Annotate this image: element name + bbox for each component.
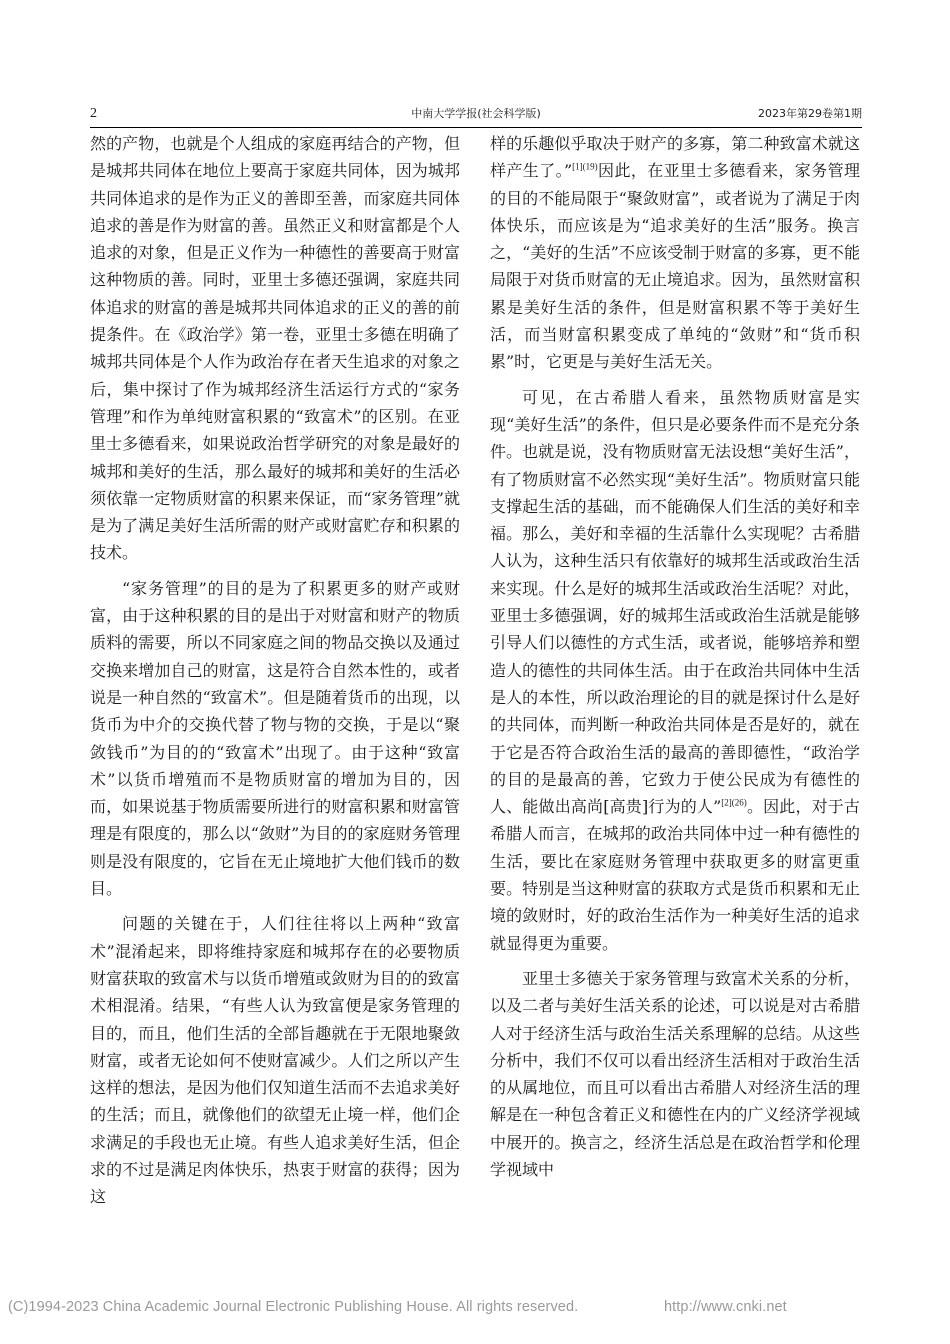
- page-header: [90, 104, 862, 124]
- right-paragraph-1: [490, 130, 860, 376]
- cnki-link[interactable]: http://www.cnki.net: [664, 1299, 787, 1315]
- right-p2-text-a: 可见，在古希腊人看来，虽然物质财富是实现“美好生活”的条件，但只是必要条件而不是充分条件。也就是说，没有物质财富无法设想“美好生活”，有了物质财富不必然实现“美好生活”。物质财富只能支撑起生活的基础，而不能确保人们生活的美好和幸福。那么，美好和幸福的生活靠什么实现呢？古希腊人认为，这种生活只有依靠好的城邦生活或政治生活来实现。什么是好的城邦生活或政治生活呢？对此，亚里士多德强调，好的城邦生活或政治生活就是能够引导人们以德性的方式生活，或者说，能够培养和塑造人的德性的共同体生活。由于在政治共同体中生活是人的本性，所以政治理论的目的就是探讨什么是好的共同体，而判断一种政治共同体是否是好的，就在于它是否符合政治生活的最高的善即德性，“政治学的目的是最高的善，它致力于使公民成为有德性的人、能做出高尚[高贵]行为的人”: [490, 387, 860, 817]
- journal-title: 中南大学学报(社会科学版): [411, 107, 541, 120]
- citation-1: [1](19): [572, 161, 598, 172]
- left-paragraph-3: 问题的关键在于，人们往往将以上两种“致富术”混淆起来，即将维持家庭和城邦存在的必要物质财富获取的致富术与以货币增殖或敛财为目的的致富术相混淆。结果，“有些人认为致富便是家务管理的目的，而且，他们生活的全部旨趣就在于无限地聚敛财富，或者无论如何不使财富减少。人们之所以产生这样的想法，是因为他们仅知道生活而不去追求美好的生活；而且，就像他们的欲望无止境一样，他们企求满足的手段也无止境。有些人追求美好生活，但企求的不过是满足肉体快乐，热衷于财富的获得；因为这: [90, 914, 460, 1207]
- right-column: [490, 130, 860, 1183]
- right-paragraph-3: 亚里士多德关于家务管理与致富术关系的分析，以及二者与美好生活关系的论述，可以说是对古希腊人对于经济生活与政治生活关系理解的总结。从这些分析中，我们不仅可以看出经济生活相对于政治生活的从属地位，而且可以看出古希腊人对经济生活的理解是在一种包含着正义和德性在内的广义经济学视域中展开的。换言之，经济生活总是在政治哲学和伦理学视域中: [490, 968, 860, 1179]
- right-p2-text-b: 。因此，对于古希腊人而言，在城邦的政治共同体中过一种有德性的生活，要比在家庭财务管理中获取更多的财富更重要。特别是当这种财富的获取方式是货币积累和无止境的敛财时，好的政治生活作为一种美好生活的追求就显得更为重要。: [490, 797, 860, 953]
- citation-2: [2](26): [721, 797, 747, 808]
- left-paragraph-2: “家务管理”的目的是为了积累更多的财产或财富，由于这种积累的目的是出于对财富和财产的物质质料的需要，所以不同家庭之间的物品交换以及通过交换来增加自己的财富，这是符合自然本性的，或者说是一种自然的“致富术”。但是随着货币的出现，以货币为中介的交换代替了物与物的交换，于是以“聚敛钱币”为目的的“致富术”出现了。由于这种“致富术”以货币增殖而不是物质财富的增加为目的，因而，如果说基于物质需要所进行的财富积累和财富管理是有限度的，那么以“敛财”为目的的家庭财务管理则是没有限度的，它旨在无止境地扩大他们钱币的数目。: [90, 578, 460, 899]
- copyright-notice: (C)1994-2023 China Academic Journal Electronic Publishing House. All rights reserved.: [8, 1299, 579, 1315]
- right-p1-text-a: 样的乐趣似乎取决于财产的多寡，第二种致富术就这样产生了。”: [490, 134, 860, 181]
- issue-info: 2023年第29卷第1期: [758, 107, 862, 120]
- header-rule: [90, 127, 862, 128]
- right-paragraph-2: [490, 384, 860, 957]
- footer: [8, 1296, 950, 1318]
- right-p1-text-b: 因此，在亚里士多德看来，家务管理的目的不能局限于“聚敛财富”，或者说为了满足于肉体快乐，而应该是为“追求美好的生活”服务。换言之，“美好的生活”不应该受制于财富的多寡，更不能局限于对货币财富的无止境追求。因为，虽然财富积累是美好生活的条件，但是财富积累不等于美好生活，而当财富积累变成了单纯的“敛财”和“货币积累”时，它更是与美好生活无关。: [490, 161, 860, 372]
- left-column: [90, 130, 460, 1211]
- page-number: 2: [90, 106, 97, 121]
- left-paragraph-1: 然的产物，也就是个人组成的家庭再结合的产物，但是城邦共同体在地位上要高于家庭共同体，因为城邦共同体追求的是作为正义的善即至善，而家庭共同体追求的善是作为财富的善。虽然正义和财富都是个人追求的对象，但是正义作为一种德性的善要高于财富这种物质的善。同时，亚里士多德还强调，家庭共同体追求的财富的善是城邦共同体追求的正义的善的前提条件。在《政治学》第一卷，亚里士多德在明确了城邦共同体是个人作为政治存在者天生追求的对象之后，集中探讨了作为城邦经济生活运行方式的“家务管理”和作为单纯财富积累的“致富术”的区别。在亚里士多德看来，如果说政治哲学研究的对象是最好的城邦和美好的生活，那么最好的城邦和美好的生活必须依靠一定物质财富的积累来保证，而“家务管理”就是为了满足美好生活所需的财产或财富贮存和积累的技术。: [90, 134, 460, 563]
